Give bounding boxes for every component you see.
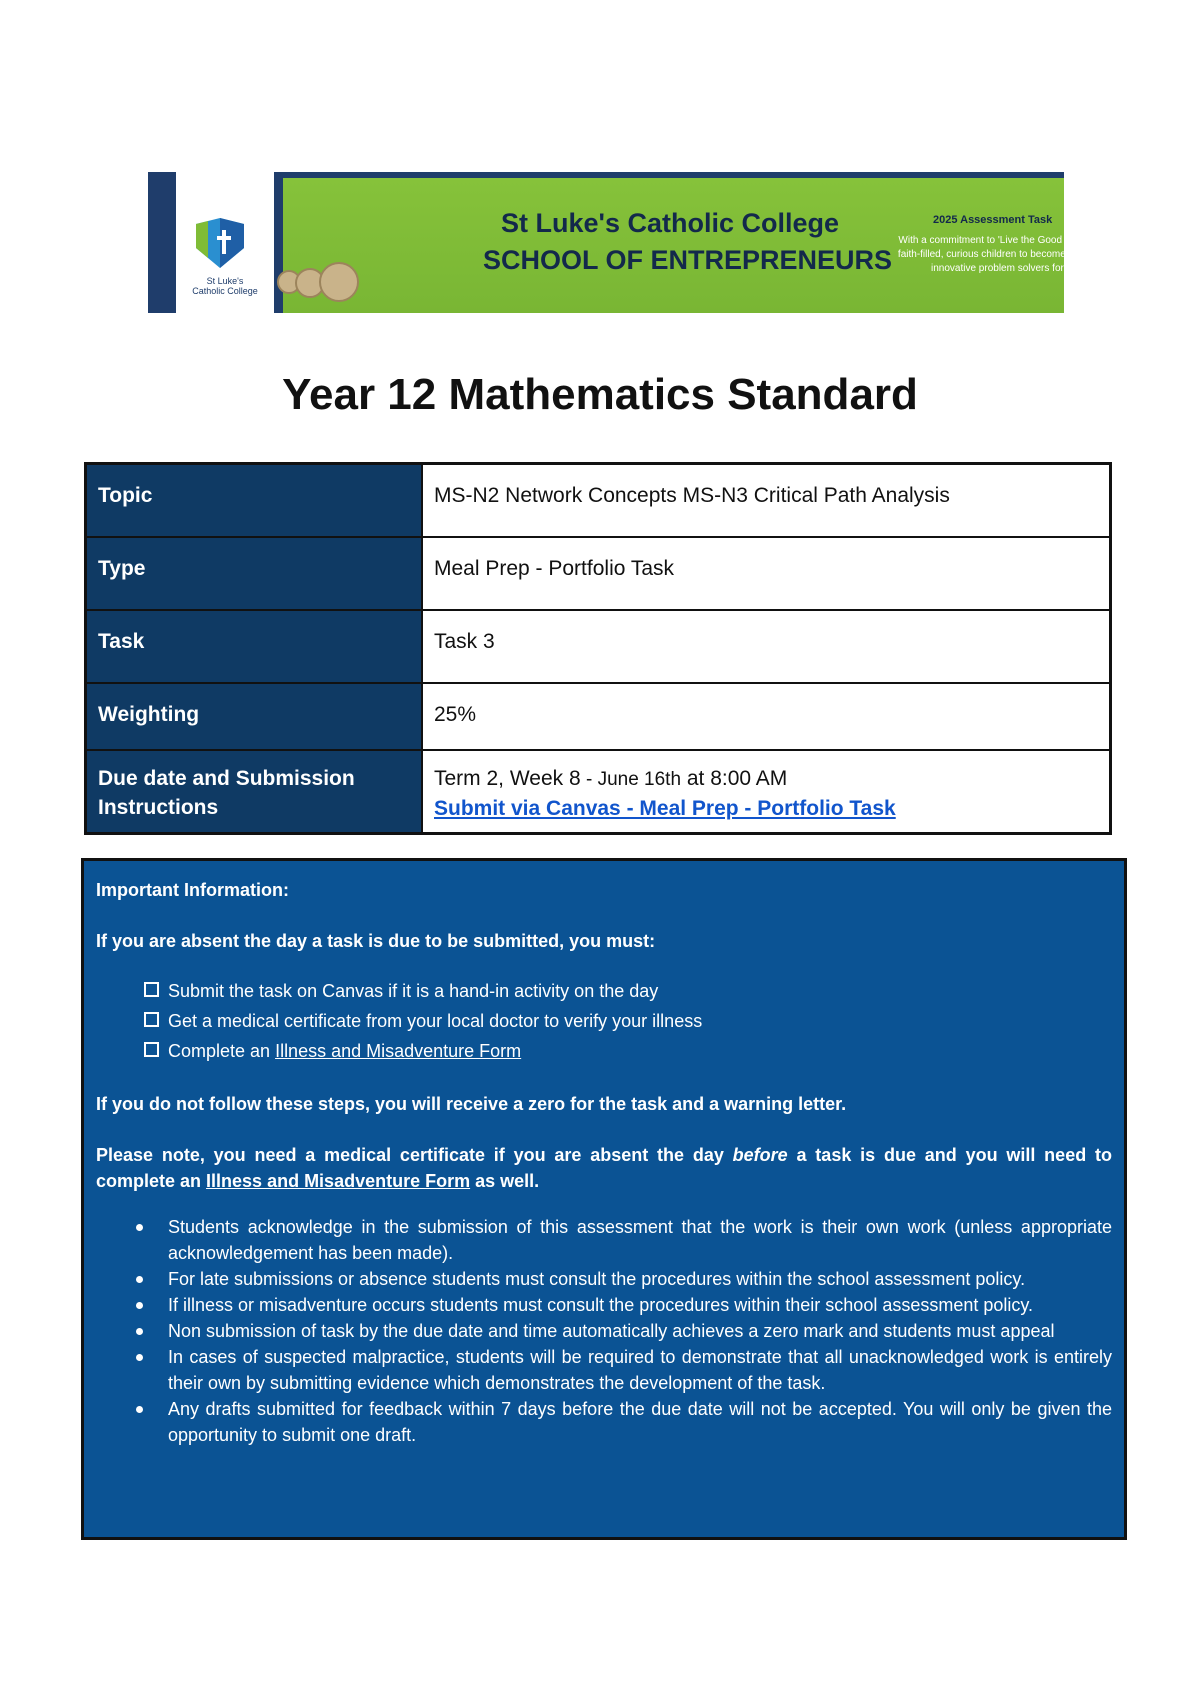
- banner-school-name: St Luke's Catholic College: [501, 208, 839, 238]
- zero-warning: If you do not follow these steps, you will receive a zero for the task and a warning letter.: [96, 1094, 847, 1114]
- school-logo-icon: [188, 218, 252, 268]
- topic-value: MS-N2 Network Concepts MS-N3 Critical Path Analysis: [422, 464, 1111, 537]
- absent-intro: If you are absent the day a task is due to be submitted, you must:: [96, 931, 656, 951]
- topic-label: Topic: [86, 464, 423, 537]
- banner-school-subtitle: SCHOOL OF ENTREPRENEURS: [483, 245, 893, 275]
- table-row: [86, 683, 1111, 750]
- weighting-value: 25%: [422, 683, 1111, 750]
- note-text: a task is due and you will need to complete an: [96, 1145, 1112, 1191]
- list-item: [168, 1292, 1112, 1318]
- list-item: [144, 1006, 1112, 1036]
- logo-caption: [176, 276, 274, 296]
- rule-text: For late submissions or absence students must consult the procedures within the school assessment policy.: [168, 1269, 1026, 1289]
- absent-checklist: [96, 976, 1112, 1066]
- table-row: [86, 750, 1111, 834]
- checkbox-icon[interactable]: [144, 1012, 159, 1027]
- award-medal-icon: [319, 262, 359, 302]
- checkbox-icon[interactable]: [144, 982, 159, 997]
- list-item: [144, 1036, 1112, 1066]
- rule-text: Any drafts submitted for feedback within 7 days before the due date will not be accepted. You will only be given the opportunity to submit one draft.: [168, 1399, 1112, 1445]
- type-value: Meal Prep - Portfolio Task: [422, 537, 1111, 610]
- important-information-box: [81, 858, 1127, 1540]
- task-label: Task: [86, 610, 423, 683]
- checklist-text: Complete an: [168, 1041, 276, 1061]
- assessment-rules-list: [96, 1214, 1112, 1448]
- checkbox-icon[interactable]: [144, 1042, 159, 1057]
- list-item: [168, 1396, 1112, 1448]
- list-item: [144, 976, 1112, 1006]
- due-term: Term 2, Week 8: [434, 766, 581, 790]
- banner-badge-title: 2025 Assessment Task: [933, 214, 1053, 226]
- table-row: [86, 610, 1111, 683]
- bullet-icon: [136, 1406, 143, 1413]
- rule-text: Students acknowledge in the submission of this assessment that the work is their own work (unless appropriate acknowledgement has been made).: [168, 1217, 1112, 1263]
- list-item: [168, 1266, 1112, 1292]
- list-item: [168, 1344, 1112, 1396]
- bullet-icon: [136, 1354, 143, 1361]
- medical-certificate-note: [96, 1142, 1112, 1194]
- bullet-icon: [136, 1328, 143, 1335]
- bullet-icon: [136, 1302, 143, 1309]
- table-row: [86, 464, 1111, 537]
- rule-text: If illness or misadventure occurs students must consult the procedures within their school assessment policy.: [168, 1295, 1034, 1315]
- list-item: [168, 1214, 1112, 1266]
- school-banner: [148, 172, 1179, 313]
- task-value: Task 3: [422, 610, 1111, 683]
- banner-green-panel: [283, 178, 1179, 313]
- weighting-label: Weighting: [86, 683, 423, 750]
- due-label: Due date and Submission Instructions: [86, 750, 423, 834]
- important-heading: Important Information:: [96, 880, 289, 900]
- note-text: as well.: [470, 1171, 540, 1191]
- note-text: Please note, you need a medical certificate if you are absent the day: [96, 1145, 733, 1165]
- illness-misadventure-form-link-2[interactable]: Illness and Misadventure Form: [206, 1171, 471, 1191]
- list-item: [168, 1318, 1112, 1344]
- submit-canvas-link[interactable]: Submit via Canvas - Meal Prep - Portfolio Task: [434, 796, 896, 820]
- banner-tagline: With a commitment to 'Live the Good News', St Luke's nurtures faith-filled, curious children to become creative contributors and innovative problem solvers for a changing world.: [897, 235, 1179, 274]
- due-date-line: [434, 764, 1098, 794]
- logo-panel: [176, 172, 274, 313]
- due-value: [422, 750, 1111, 834]
- rule-text: Non submission of task by the due date and time automatically achieves a zero mark and students must appeal: [168, 1321, 1055, 1341]
- due-separator: -: [580, 768, 598, 790]
- due-time: at 8:00 AM: [681, 766, 788, 790]
- logo-caption-line-1: St Luke's: [206, 276, 244, 286]
- page-title: Year 12 Mathematics Standard: [282, 370, 918, 419]
- note-emphasis: before: [732, 1145, 788, 1165]
- due-date: June 16th: [597, 768, 682, 790]
- checklist-text: Submit the task on Canvas if it is a hand-in activity on the day: [168, 981, 659, 1001]
- type-label: Type: [86, 537, 423, 610]
- illness-misadventure-form-link[interactable]: Illness and Misadventure Form: [275, 1041, 522, 1061]
- rule-text: In cases of suspected malpractice, students will be required to demonstrate that all unacknowledged work is entirely their own by submitting evidence which demonstrates the development of the task.: [168, 1347, 1112, 1393]
- bullet-icon: [136, 1276, 143, 1283]
- table-row: [86, 537, 1111, 610]
- logo-caption-line-2: Catholic College: [192, 286, 258, 296]
- task-details-table: [84, 462, 1112, 835]
- checklist-text: Get a medical certificate from your local doctor to verify your illness: [168, 1011, 703, 1031]
- bullet-icon: [136, 1224, 143, 1231]
